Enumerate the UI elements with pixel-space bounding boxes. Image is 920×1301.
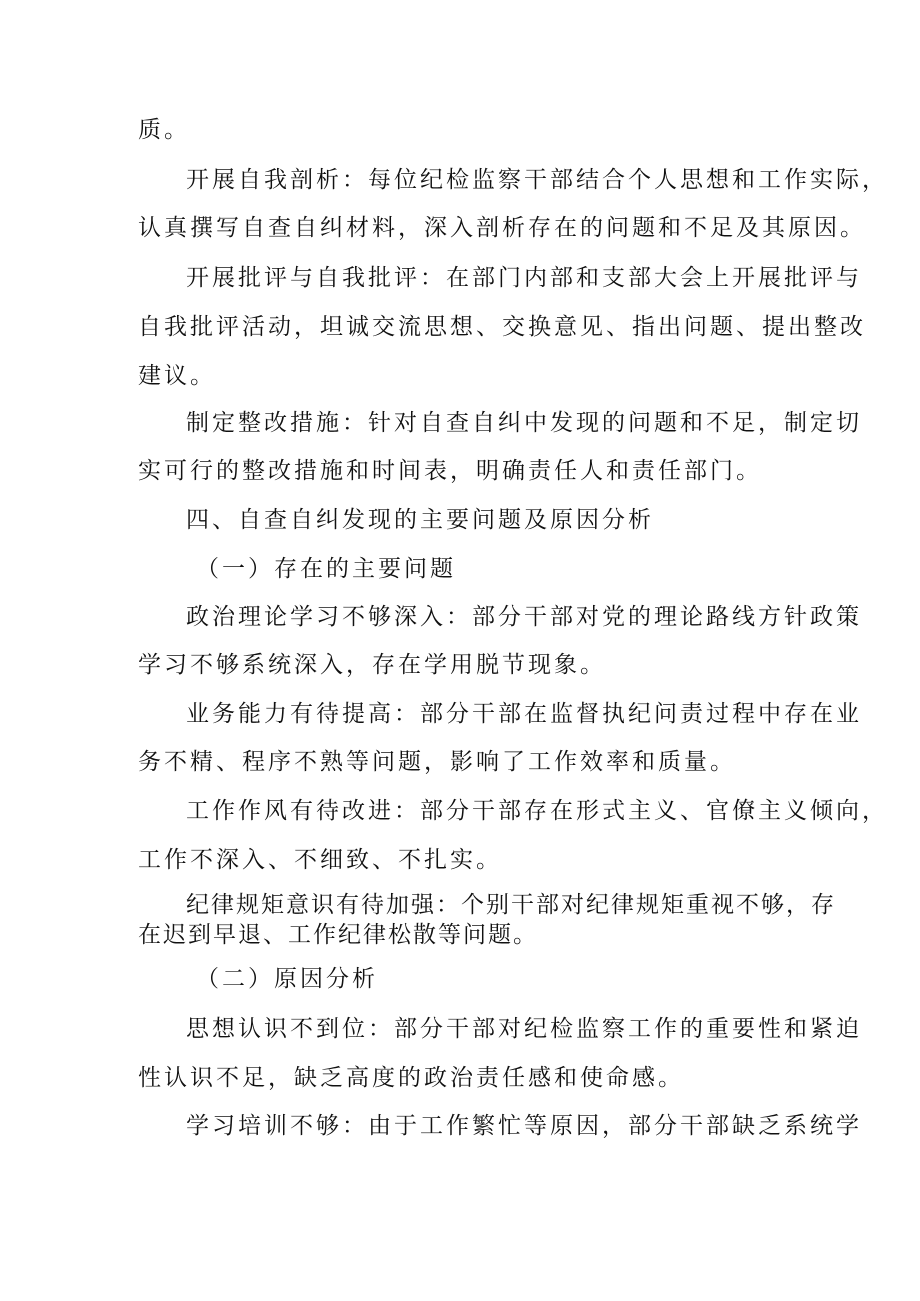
text-line: 学习培训不够：由于工作繁忙等原因，部分干部缺乏系统学 (186, 1113, 862, 1139)
text-line: 业务能力有待提高：部分干部在监督执纪问责过程中存在业 (186, 701, 862, 727)
text-line: 务不精、程序不熟等问题，影响了工作效率和质量。 (138, 749, 736, 775)
text-line: 开展批评与自我批评：在部门内部和支部大会上开展批评与 (186, 265, 862, 291)
text-line: 开展自我剖析：每位纪检监察干部结合个人思想和工作实际， (186, 167, 888, 193)
text-line: 思想认识不到位：部分干部对纪检监察工作的重要性和紧迫 (186, 1016, 862, 1042)
subsection-heading: （二）原因分析 (196, 966, 378, 992)
text-line: 质。 (138, 117, 190, 143)
text-line: 制定整改措施：针对自查自纠中发现的问题和不足，制定切 (186, 410, 862, 436)
text-line: 实可行的整改措施和时间表，明确责任人和责任部门。 (138, 458, 762, 484)
subsection-heading: （一）存在的主要问题 (196, 556, 456, 582)
text-line: 政治理论学习不够深入：部分干部对党的理论路线方针政策 (186, 604, 862, 630)
text-line: 在迟到早退、工作纪律松散等问题。 (138, 922, 538, 948)
text-line: 学习不够系统深入，存在学用脱节现象。 (138, 652, 606, 678)
section-heading: 四、自查自纠发现的主要问题及原因分析 (186, 507, 654, 533)
text-line: 性认识不足，缺乏高度的政治责任感和使命感。 (138, 1065, 684, 1091)
text-line: 纪律规矩意识有待加强：个别干部对纪律规矩重视不够，存 (186, 892, 836, 918)
text-line: 认真撰写自查自纠材料，深入剖析存在的问题和不足及其原因。 (138, 215, 866, 241)
text-line: 工作不深入、不细致、不扎实。 (138, 847, 502, 873)
text-line: 工作作风有待改进：部分干部存在形式主义、官僚主义倾向， (186, 798, 888, 824)
text-line: 自我批评活动，坦诚交流思想、交换意见、指出问题、提出整改 (138, 314, 866, 340)
text-line: 建议。 (138, 363, 216, 389)
